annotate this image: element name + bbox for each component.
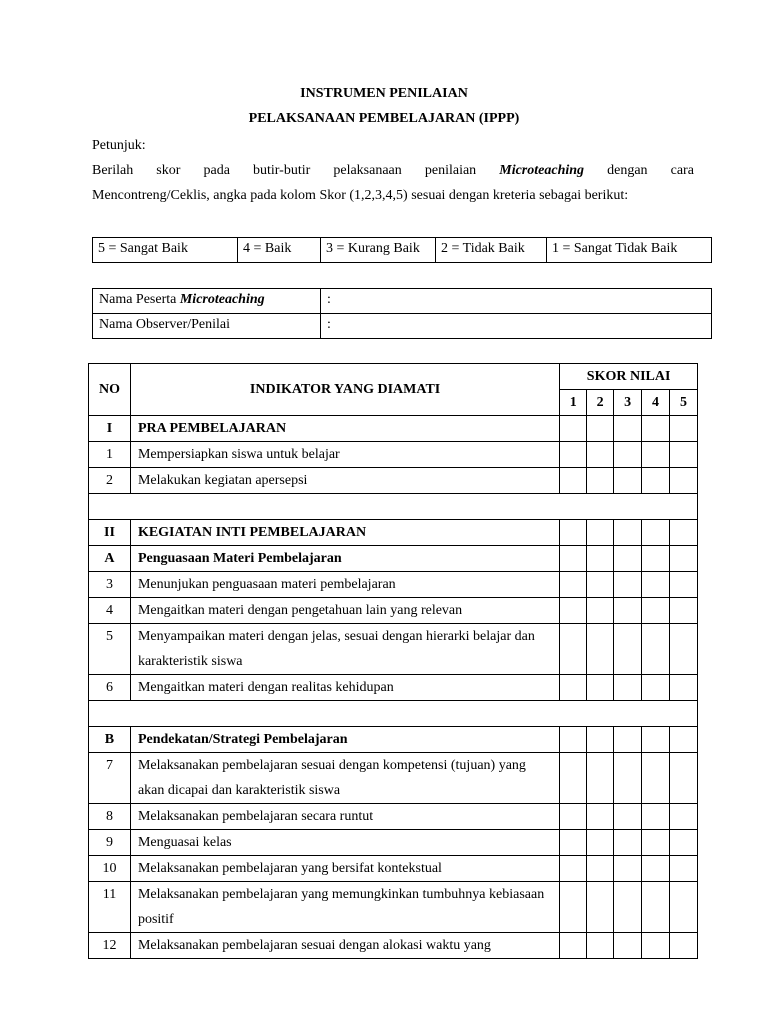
row-indicator: Pendekatan/Strategi Pembelajaran — [130, 727, 559, 753]
row-number: 5 — [89, 624, 131, 675]
score-cell[interactable] — [587, 753, 614, 804]
participant-row — [93, 289, 712, 314]
score-cell[interactable] — [670, 753, 698, 804]
row-number: 3 — [89, 572, 131, 598]
score-cell[interactable] — [587, 856, 614, 882]
score-cell[interactable] — [670, 468, 698, 494]
score-cell[interactable] — [642, 598, 670, 624]
score-cell[interactable] — [560, 727, 587, 753]
score-cell[interactable] — [642, 933, 670, 959]
score-column-header: 1 — [560, 390, 587, 416]
score-cell[interactable] — [587, 442, 614, 468]
row-number: 12 — [89, 933, 131, 959]
score-cell[interactable] — [614, 598, 642, 624]
row-indicator: Mempersiapkan siswa untuk belajar — [130, 442, 559, 468]
table-row — [89, 933, 698, 959]
score-cell[interactable] — [670, 856, 698, 882]
table-row — [89, 830, 698, 856]
row-indicator: Mengaitkan materi dengan realitas kehidupan — [130, 675, 559, 701]
score-cell[interactable] — [587, 520, 614, 546]
row-indicator: Melaksanakan pembelajaran secara runtut — [130, 804, 559, 830]
score-cell[interactable] — [670, 727, 698, 753]
score-cell[interactable] — [642, 520, 670, 546]
score-cell[interactable] — [560, 804, 587, 830]
score-cell[interactable] — [587, 468, 614, 494]
row-indicator: KEGIATAN INTI PEMBELAJARAN — [130, 520, 559, 546]
row-number: A — [89, 546, 131, 572]
row-number: 9 — [89, 830, 131, 856]
score-cell[interactable] — [614, 416, 642, 442]
score-cell[interactable] — [670, 933, 698, 959]
score-cell[interactable] — [642, 442, 670, 468]
spacer-row — [89, 494, 698, 520]
score-cell[interactable] — [642, 546, 670, 572]
participant-value: : — [321, 289, 712, 314]
row-number: 4 — [89, 598, 131, 624]
score-cell[interactable] — [587, 572, 614, 598]
row-indicator: Melaksanakan pembelajaran yang bersifat kontekstual — [130, 856, 559, 882]
row-number: II — [89, 520, 131, 546]
score-cell[interactable] — [560, 933, 587, 959]
table-row — [89, 856, 698, 882]
table-row — [89, 624, 698, 675]
score-column-header: 3 — [614, 390, 642, 416]
row-indicator: Mengaitkan materi dengan pengetahuan lain yang relevan — [130, 598, 559, 624]
score-cell[interactable] — [560, 598, 587, 624]
score-cell[interactable] — [587, 675, 614, 701]
score-header: SKOR NILAI — [560, 364, 698, 390]
row-number: 8 — [89, 804, 131, 830]
score-cell[interactable] — [587, 933, 614, 959]
score-cell[interactable] — [670, 675, 698, 701]
instruction-word: butir-butir — [253, 163, 311, 178]
row-number: I — [89, 416, 131, 442]
score-cell[interactable] — [614, 520, 642, 546]
legend-item: 2 = Tidak Baik — [436, 238, 547, 263]
row-number: B — [89, 727, 131, 753]
score-cell[interactable] — [642, 416, 670, 442]
score-cell[interactable] — [614, 675, 642, 701]
score-cell[interactable] — [614, 882, 642, 933]
score-cell[interactable] — [642, 624, 670, 675]
score-cell[interactable] — [670, 520, 698, 546]
row-number: 11 — [89, 882, 131, 933]
instruction-word: skor — [156, 163, 181, 178]
score-cell[interactable] — [614, 933, 642, 959]
score-column-header: 4 — [642, 390, 670, 416]
score-cell[interactable] — [587, 624, 614, 675]
score-cell[interactable] — [560, 442, 587, 468]
legend-item: 3 = Kurang Baik — [321, 238, 436, 263]
table-row — [89, 416, 698, 442]
participant-label: Nama Peserta Microteaching — [93, 289, 321, 314]
instruction-word: pelaksanaan — [333, 163, 402, 178]
assessment-rows — [89, 416, 698, 959]
spacer-cell — [89, 494, 698, 520]
score-cell[interactable] — [670, 572, 698, 598]
score-cell[interactable] — [587, 546, 614, 572]
score-cell[interactable] — [670, 882, 698, 933]
score-cell[interactable] — [560, 830, 587, 856]
score-cell[interactable] — [560, 520, 587, 546]
score-cell[interactable] — [614, 546, 642, 572]
score-cell[interactable] — [587, 727, 614, 753]
row-indicator: Menguasai kelas — [130, 830, 559, 856]
row-indicator: Melakukan kegiatan apersepsi — [130, 468, 559, 494]
score-cell[interactable] — [670, 546, 698, 572]
score-cell[interactable] — [560, 546, 587, 572]
observer-value: : — [321, 314, 712, 339]
score-cell[interactable] — [614, 442, 642, 468]
row-indicator: Melaksanakan pembelajaran sesuai dengan alokasi waktu yang — [130, 933, 559, 959]
score-cell[interactable] — [560, 624, 587, 675]
row-indicator: Penguasaan Materi Pembelajaran — [130, 546, 559, 572]
document-subtitle: PELAKSANAAN PEMBELAJARAN (IPPP) — [248, 111, 520, 126]
table-row — [89, 468, 698, 494]
score-cell[interactable] — [642, 830, 670, 856]
table-row — [89, 882, 698, 933]
spacer-cell — [89, 701, 698, 727]
row-indicator: PRA PEMBELAJARAN — [130, 416, 559, 442]
instruction-word: Berilah — [92, 163, 134, 178]
score-cell[interactable] — [587, 882, 614, 933]
score-cell[interactable] — [642, 727, 670, 753]
score-cell[interactable] — [642, 753, 670, 804]
score-column-header: 2 — [587, 390, 614, 416]
score-cell[interactable] — [560, 856, 587, 882]
no-header: NO — [89, 364, 131, 416]
instruction-word: pada — [203, 163, 230, 178]
row-indicator: Melaksanakan pembelajaran yang memungkinkan tumbuhnya kebiasaan positif — [130, 882, 559, 933]
identity-table — [92, 288, 712, 339]
row-indicator: Menyampaikan materi dengan jelas, sesuai dengan hierarki belajar dan karakteristik siswa — [130, 624, 559, 675]
score-column-header: 5 — [670, 390, 698, 416]
row-indicator: Melaksanakan pembelajaran sesuai dengan kompetensi (tujuan) yang akan dicapai dan karakteristik siswa — [130, 753, 559, 804]
row-number: 10 — [89, 856, 131, 882]
table-row — [89, 520, 698, 546]
spacer-row — [89, 701, 698, 727]
indicator-header: INDIKATOR YANG DIAMATI — [130, 364, 559, 416]
score-cell[interactable] — [614, 804, 642, 830]
row-indicator: Menunjukan penguasaan materi pembelajaran — [130, 572, 559, 598]
score-cell[interactable] — [614, 753, 642, 804]
score-cell[interactable] — [614, 624, 642, 675]
score-cell[interactable] — [614, 468, 642, 494]
instruction-word: dengan — [607, 163, 648, 178]
score-cell[interactable] — [587, 804, 614, 830]
score-cell[interactable] — [670, 624, 698, 675]
table-row — [89, 727, 698, 753]
score-cell[interactable] — [642, 572, 670, 598]
instruction-word: penilaian — [424, 163, 477, 178]
instructions-line-1 — [92, 158, 694, 183]
score-cell[interactable] — [670, 598, 698, 624]
score-cell[interactable] — [614, 727, 642, 753]
row-number: 7 — [89, 753, 131, 804]
score-cell[interactable] — [587, 830, 614, 856]
observer-label: Nama Observer/Penilai — [93, 314, 321, 339]
instruction-emphasis: Microteaching — [499, 163, 585, 178]
score-cell[interactable] — [670, 416, 698, 442]
legend-item: 1 = Sangat Tidak Baik — [547, 238, 712, 263]
instructions-line-2: Mencontreng/Ceklis, angka pada kolom Skor (1,2,3,4,5) sesuai dengan kreteria sebagai berikut: — [92, 188, 629, 203]
assessment-table — [88, 363, 698, 959]
table-row — [89, 546, 698, 572]
score-cell[interactable] — [560, 416, 587, 442]
legend-item: 5 = Sangat Baik — [93, 238, 238, 263]
score-cell[interactable] — [560, 572, 587, 598]
table-row — [89, 804, 698, 830]
observer-row — [93, 314, 712, 339]
row-number: 1 — [89, 442, 131, 468]
row-number: 6 — [89, 675, 131, 701]
score-cell[interactable] — [614, 856, 642, 882]
legend-item: 4 = Baik — [238, 238, 321, 263]
score-cell[interactable] — [642, 856, 670, 882]
score-cell[interactable] — [670, 804, 698, 830]
instruction-word: cara — [670, 163, 694, 178]
score-cell[interactable] — [642, 468, 670, 494]
table-row — [89, 598, 698, 624]
table-row — [89, 675, 698, 701]
score-cell[interactable] — [560, 468, 587, 494]
table-row — [89, 753, 698, 804]
table-row — [89, 442, 698, 468]
score-cell[interactable] — [670, 830, 698, 856]
score-cell[interactable] — [587, 598, 614, 624]
score-cell[interactable] — [587, 416, 614, 442]
score-cell[interactable] — [614, 830, 642, 856]
score-cell[interactable] — [560, 753, 587, 804]
row-number: 2 — [89, 468, 131, 494]
score-cell[interactable] — [560, 882, 587, 933]
score-cell[interactable] — [614, 572, 642, 598]
instructions-label: Petunjuk: — [92, 138, 146, 153]
table-row — [89, 572, 698, 598]
score-cell[interactable] — [642, 804, 670, 830]
document-title: INSTRUMEN PENILAIAN — [300, 86, 468, 101]
score-cell[interactable] — [670, 442, 698, 468]
score-cell[interactable] — [642, 675, 670, 701]
score-cell[interactable] — [560, 675, 587, 701]
score-cell[interactable] — [642, 882, 670, 933]
score-legend — [92, 237, 712, 263]
instructions — [92, 133, 694, 208]
